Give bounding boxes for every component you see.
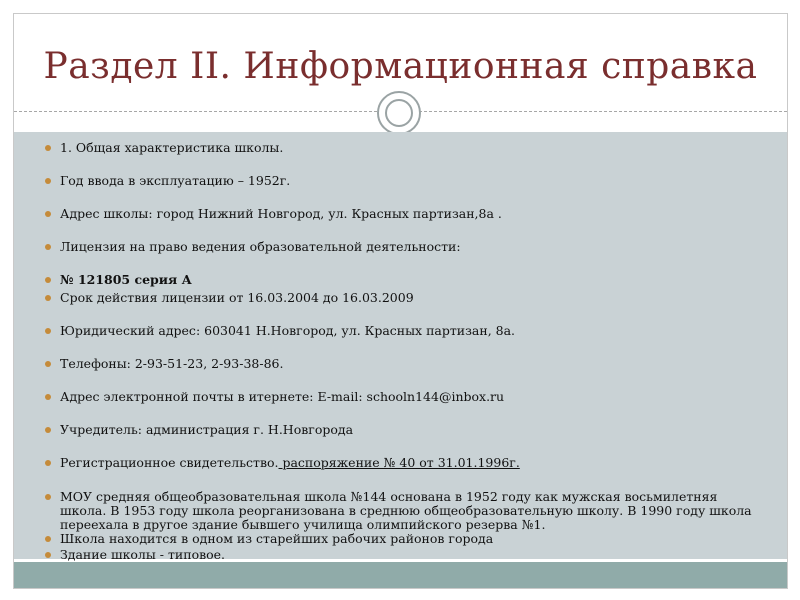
bullet-icon [45, 328, 51, 334]
list-item: Срок действия лицензии от 16.03.2004 до 16.03.2009 [60, 290, 414, 305]
list-item: Телефоны: 2-93-51-23, 2-93-38-86. [60, 356, 284, 371]
list-item: Здание школы - типовое. [60, 547, 226, 562]
registration-link[interactable]: распоряжение № 40 от 31.01.1996г. [278, 455, 520, 470]
bullet-icon [45, 394, 51, 400]
bullet-icon [45, 427, 51, 433]
license-number: № 121805 серия А [60, 272, 192, 287]
bullet-icon [45, 211, 51, 217]
bullet-icon [45, 536, 51, 542]
list-item: МОУ средняя общеобразовательная школа №144 основана в 1952 году как мужская восьмилетняя школа. В 1953 году школа реорганизована в среднюю общеобразовательную школу. В 1990 году школа переехала в другое здание бывшего училища олимпийского резерва №1. [60, 489, 752, 532]
registration-label: Регистрационное свидетельство. [60, 455, 279, 470]
bullet-icon [45, 145, 51, 151]
bullet-icon [45, 494, 51, 500]
slide [13, 13, 788, 589]
content-panel [14, 132, 787, 562]
list-item: Юридический адрес: 603041 Н.Новгород, ул. Красных партизан, 8а. [60, 323, 516, 338]
bullet-icon [45, 361, 51, 367]
list-item: Учредитель: администрация г. Н.Новгорода [60, 422, 354, 437]
bullet-icon [45, 460, 51, 466]
bullet-icon [45, 277, 51, 283]
bullet-icon [45, 295, 51, 301]
footer-bar [14, 562, 787, 588]
slide-title: Раздел II. Информационная справка [43, 46, 758, 87]
list-item: 1. Общая характеристика школы. [60, 140, 284, 155]
list-item: Лицензия на право ведения образовательной деятельности: [60, 239, 461, 254]
circle-ornament-icon [377, 91, 421, 135]
list-item: Год ввода в эксплуатацию – 1952г. [60, 173, 291, 188]
list-item: Школа находится в одном из старейших рабочих районов города [60, 531, 494, 546]
list-item [60, 456, 520, 470]
bullet-icon [45, 552, 51, 558]
bullet-icon [45, 178, 51, 184]
bullet-icon [45, 244, 51, 250]
list-item: Адрес электронной почты в итернете: E-mail: schooln144@inbox.ru [60, 389, 505, 404]
list-item: Адрес школы: город Нижний Новгород, ул. Красных партизан,8а . [60, 206, 502, 221]
